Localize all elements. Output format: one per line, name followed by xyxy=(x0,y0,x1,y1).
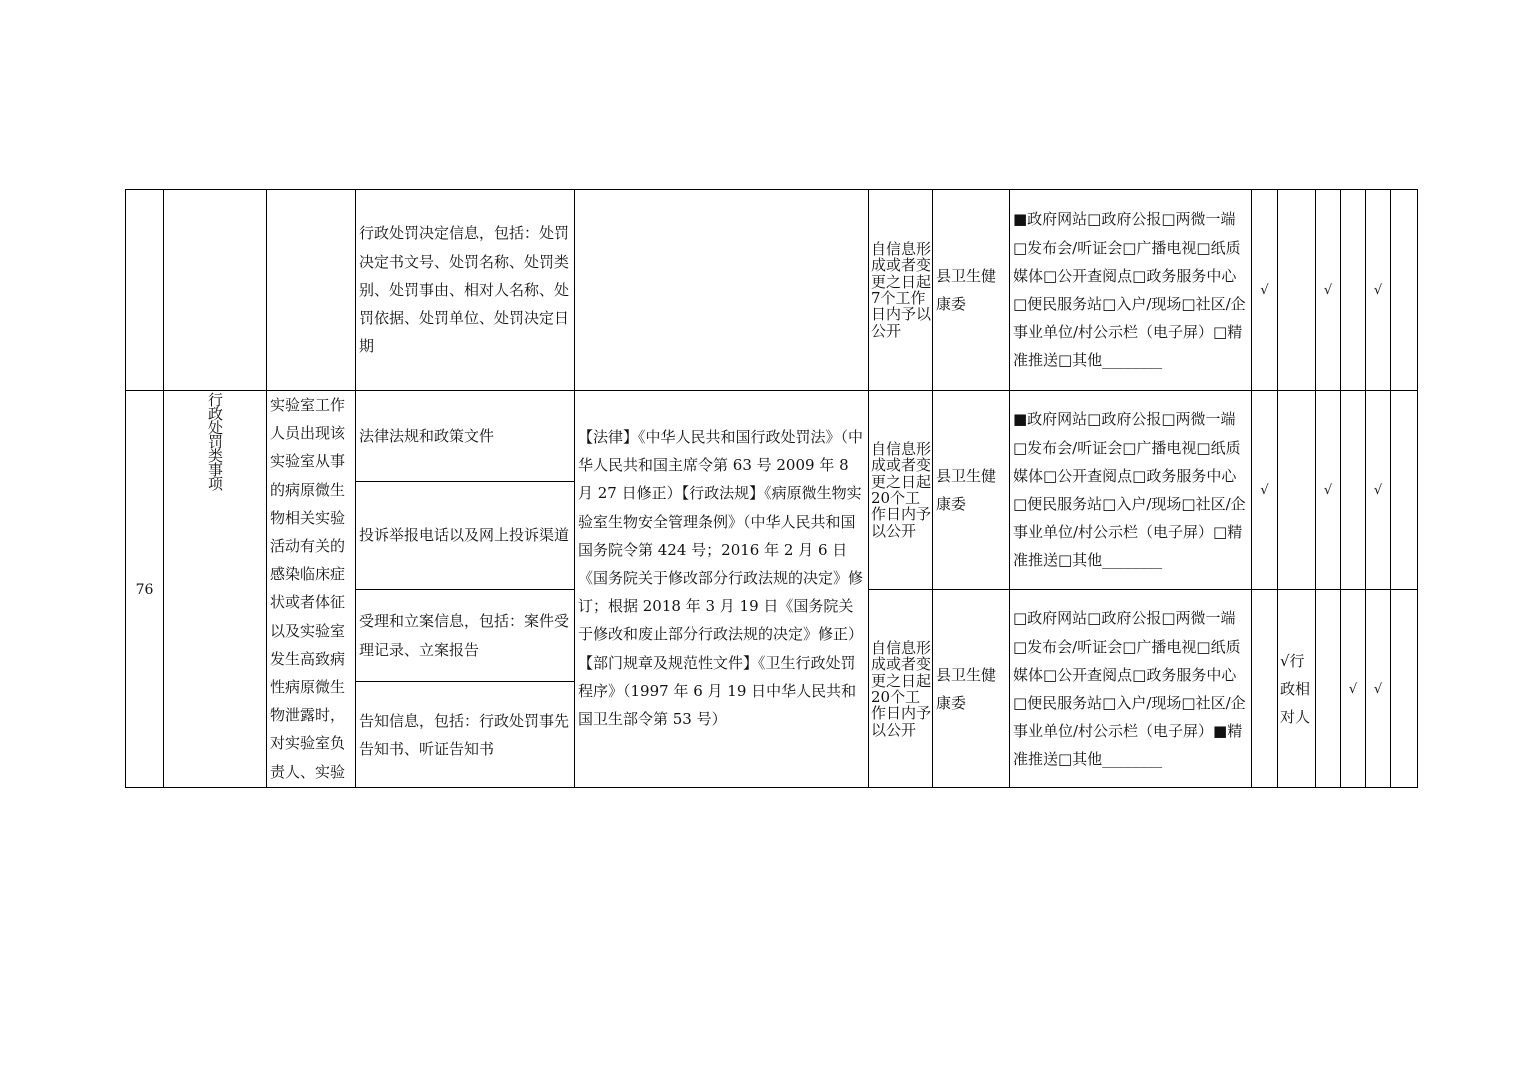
channels-text: ■政府网站□政府公报□两微一端□发布会/听证会□广播电视□纸质媒体□公开查阅点□政务服务中心□便民服务站□入户/现场□社区/企事业单位/村公示栏（电子屏）□精准推送□其他________ xyxy=(1013,210,1246,370)
check-mark: √ xyxy=(1260,282,1269,298)
channels-cell xyxy=(1009,390,1251,589)
content-cell xyxy=(355,189,574,390)
channels-cell xyxy=(1009,189,1251,390)
seq-cell xyxy=(125,390,163,788)
content-text: 行政处罚决定信息，包括：处罚决定书文号、处罚名称、处罚类别、处罚事由、相对人名称、处罚依据、处罚单位、处罚决定日期 xyxy=(359,224,570,356)
check-cell xyxy=(1340,589,1365,788)
check-mark: √ xyxy=(1373,681,1383,697)
matter-cell-empty xyxy=(266,189,355,390)
basis-text: 【法律】《中华人民共和国行政处罚法》（中华人民共和国主席令第 63 号 2009 年 8 月 27 日修正）【行政法规】《病原微生物实验室生物安全管理条例》（中华人民共和国国务院令第 424 号；2016 年 2 月 6 日《国务院关于修改部分行政法规的决定》修订；根据 2018 年 3 月 19 日《国务院关于修改和废止部分行政法规的决定》修正）【部门规章及规范性文件】《卫生行政处罚程序》（1997 年 6 月 19 日中华人民共和国卫生部令第 53 号） xyxy=(578,428,864,729)
timeline-cell xyxy=(868,390,932,589)
matter-cell xyxy=(266,390,355,788)
channels-text: ■政府网站□政府公报□两微一端□发布会/听证会□广播电视□纸质媒体□公开查阅点□政务服务中心□便民服务站□入户/现场□社区/企事业单位/村公示栏（电子屏）□精准推送□其他________ xyxy=(1013,410,1246,570)
check-cell xyxy=(1251,390,1277,589)
check-mark: √ xyxy=(1373,482,1383,498)
empty-cell xyxy=(1277,189,1315,390)
check-cell xyxy=(1365,390,1390,589)
content-text: 法律法规和政策文件 xyxy=(359,426,495,445)
empty-cell xyxy=(1277,390,1315,589)
check-cell xyxy=(1251,189,1277,390)
target-text: √行政相对人 xyxy=(1280,651,1311,727)
subject-cell xyxy=(932,189,1009,390)
content-cell xyxy=(355,589,574,681)
check-mark: √ xyxy=(1373,282,1383,298)
empty-cell xyxy=(1340,390,1365,589)
check-cell xyxy=(1315,189,1340,390)
empty-cell xyxy=(1390,390,1418,589)
subject-text: 县卫生健康委 xyxy=(936,266,997,313)
check-mark: √ xyxy=(1323,482,1333,498)
check-mark: √ xyxy=(1260,482,1269,498)
subject-text: 县卫生健康委 xyxy=(936,665,997,712)
channels-cell xyxy=(1009,589,1251,788)
basis-cell-empty xyxy=(574,189,868,390)
timeline-cell xyxy=(868,189,932,390)
seq-cell-empty xyxy=(125,189,163,390)
empty-cell xyxy=(1315,589,1340,788)
matter-text: 实验室工作人员出现该实验室从事的病原微生物相关实验活动有关的感染临床症状或者体征以及实验室发生高致病性病原微生物泄露时，对实验室负责人、实验 xyxy=(270,396,346,781)
empty-cell xyxy=(1390,589,1418,788)
content-text: 受理和立案信息，包括：案件受理记录、立案报告 xyxy=(359,612,570,659)
category-cell-empty xyxy=(163,189,266,390)
empty-cell xyxy=(1390,189,1418,390)
check-mark: √ xyxy=(1348,681,1358,697)
subject-cell xyxy=(932,390,1009,589)
channels-text: □政府网站□政府公报□两微一端□发布会/听证会□广播电视□纸质媒体□公开查阅点□政务服务中心□便民服务站□入户/现场□社区/企事业单位/村公示栏（电子屏）■精准推送□其他________ xyxy=(1013,609,1246,769)
empty-cell xyxy=(1251,589,1277,788)
empty-cell xyxy=(1340,189,1365,390)
content-cell xyxy=(355,681,574,788)
target-cell xyxy=(1277,589,1315,788)
basis-cell xyxy=(574,390,868,788)
content-cell xyxy=(355,390,574,481)
subject-text: 县卫生健康委 xyxy=(936,466,997,513)
content-cell xyxy=(355,481,574,589)
check-cell xyxy=(1315,390,1340,589)
timeline-text: 自信息形成或者变更之日起7个工作日内予以公开 xyxy=(871,240,932,340)
timeline-text: 自信息形成或者变更之日起20个工作日内予以公开 xyxy=(871,639,932,739)
check-cell xyxy=(1365,189,1390,390)
category-cell xyxy=(163,390,266,788)
content-text: 告知信息，包括：行政处罚事先告知书、听证告知书 xyxy=(359,711,570,758)
check-mark: √ xyxy=(1323,282,1333,298)
seq-number: 76 xyxy=(135,581,154,598)
check-cell xyxy=(1365,589,1390,788)
subject-cell xyxy=(932,589,1009,788)
timeline-cell xyxy=(868,589,932,788)
content-text: 投诉举报电话以及网上投诉渠道 xyxy=(359,526,570,545)
timeline-text: 自信息形成或者变更之日起20个工作日内予以公开 xyxy=(871,440,932,540)
category-text: 行政处罚类事项 xyxy=(206,392,224,490)
